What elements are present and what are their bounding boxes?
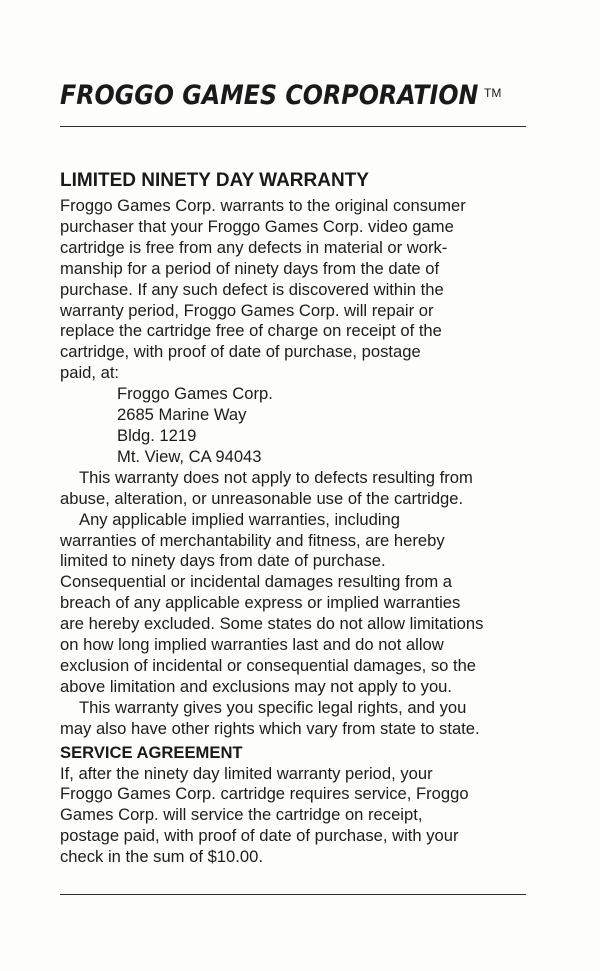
service-paragraph xyxy=(60,764,530,869)
text-line: purchase. If any such defect is discovered within the xyxy=(60,279,444,299)
text-line: check in the sum of $10.00. xyxy=(60,847,263,867)
text-line: Consequential or incidental damages resulting from a xyxy=(60,572,453,592)
text-line: Games Corp. will service the cartridge on receipt, xyxy=(60,805,423,825)
trademark-symbol: TM xyxy=(484,86,502,100)
text-line: breach of any applicable express or implied warranties xyxy=(60,593,461,613)
address-line: Mt. View, CA 94043 xyxy=(117,446,262,466)
implied-warranties-paragraph xyxy=(60,510,530,698)
text-line: This warranty does not apply to defects resulting from xyxy=(79,467,473,487)
text-line: cartridge is free from any defects in material or work- xyxy=(60,237,448,257)
address-line: 2685 Marine Way xyxy=(117,405,247,425)
text-line: on how long implied warranties last and do not allow xyxy=(60,635,444,655)
text-line: postage paid, with proof of date of purchase, with your xyxy=(60,826,459,846)
service-heading: SERVICE AGREEMENT xyxy=(60,742,243,762)
address-line: Bldg. 1219 xyxy=(117,425,197,445)
legal-rights-paragraph xyxy=(60,698,530,740)
text-line: Any applicable implied warranties, including xyxy=(79,509,400,529)
text-line: exclusion of incidental or consequential damages, so the xyxy=(60,655,477,675)
address-line: Froggo Games Corp. xyxy=(117,384,273,404)
text-line: Froggo Games Corp. cartridge requires service, Froggo xyxy=(60,784,469,804)
text-line: warranties of merchantability and fitness, are hereby xyxy=(60,530,445,550)
text-line: are hereby excluded. Some states do not allow limitations xyxy=(60,614,484,634)
bottom-divider xyxy=(60,894,526,895)
text-line: limited to ninety days from date of purchase. xyxy=(60,551,386,571)
text-line: warranty period, Froggo Games Corp. will repair or xyxy=(60,300,434,320)
warranty-text xyxy=(60,166,530,868)
text-line: abuse, alteration, or unreasonable use of the cartridge. xyxy=(60,488,464,508)
text-line: may also have other rights which vary from state to state. xyxy=(60,718,480,738)
text-line: replace the cartridge free of charge on receipt of the xyxy=(60,321,442,341)
text-line: Froggo Games Corp. warrants to the original consumer xyxy=(60,196,466,215)
warranty-intro xyxy=(60,196,530,384)
text-line: cartridge, with proof of date of purchase, postage xyxy=(60,342,421,362)
brand-title: FROGGO GAMES CORPORATION xyxy=(60,80,479,111)
text-line: paid, at: xyxy=(60,363,120,383)
text-line: purchaser that your Froggo Games Corp. video game xyxy=(60,216,454,236)
warranty-heading: LIMITED NINETY DAY WARRANTY xyxy=(60,170,369,191)
text-line: This warranty gives you specific legal rights, and you xyxy=(79,697,467,717)
exclusions-paragraph xyxy=(60,468,530,510)
text-line: above limitation and exclusions may not apply to you. xyxy=(60,676,453,696)
mailing-address xyxy=(60,384,530,468)
text-line: manship for a period of ninety days from the date of xyxy=(60,258,440,278)
text-line: If, after the ninety day limited warranty period, your xyxy=(60,763,433,783)
top-divider xyxy=(60,126,526,127)
